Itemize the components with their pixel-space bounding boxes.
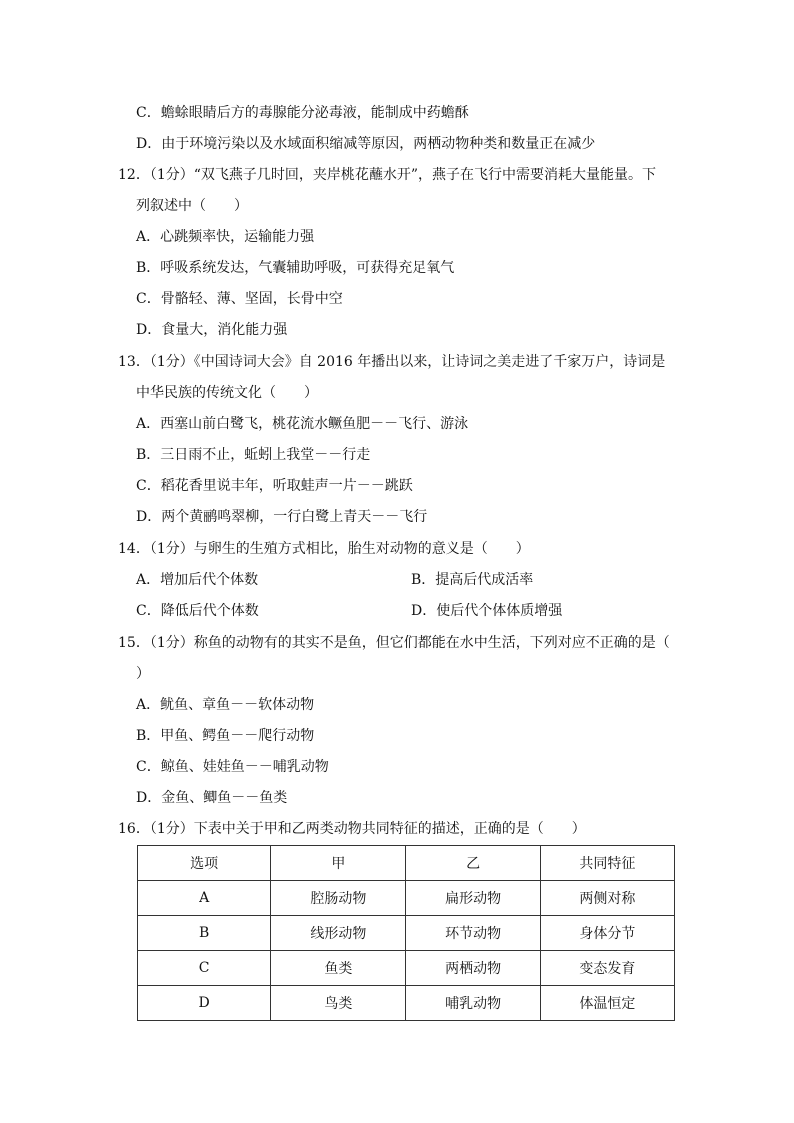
- table-cell: 线形动物: [271, 916, 406, 951]
- table-cell: D: [138, 986, 271, 1021]
- q15-option-a: A．鱿鱼、章鱼－－软体动物: [136, 697, 315, 713]
- q12-option-d: D．食量大，消化能力强: [136, 322, 288, 338]
- table-cell: 哺乳动物: [406, 986, 540, 1021]
- table-cell: 体温恒定: [540, 986, 674, 1021]
- q11-option-c: C．蟾蜍眼睛后方的毒腺能分泌毒液，能制成中药蟾酥: [136, 105, 469, 121]
- table-cell: 变态发育: [540, 951, 674, 986]
- table-header-cell: 乙: [406, 846, 540, 881]
- table-cell: 两侧对称: [540, 881, 674, 916]
- q13-stem: 13．（1分）《中国诗词大会》自 2016 年播出以来，让诗词之美走进了千家万户，诗词是: [118, 354, 666, 370]
- q16-table: [137, 845, 675, 1021]
- table-cell: 鱼类: [271, 951, 406, 986]
- table-cell: C: [138, 951, 271, 986]
- table-row: [138, 881, 675, 916]
- table-cell: B: [138, 916, 271, 951]
- table-row: [138, 951, 675, 986]
- table-row: [138, 916, 675, 951]
- table-cell: 扁形动物: [406, 881, 540, 916]
- q15-stem-cont: ）: [136, 666, 150, 682]
- q14-option-b: B．提高后代成活率: [411, 572, 534, 588]
- q14-option-d: D．使后代个体体质增强: [411, 603, 563, 619]
- q13-stem-cont: 中华民族的传统文化（ ）: [136, 385, 318, 401]
- q15-stem: 15．（1分）称鱼的动物有的其实不是鱼，但它们都能在水中生活，下列对应不正确的是（: [118, 635, 670, 651]
- q15-option-c: C．鲸鱼、娃娃鱼－－哺乳动物: [136, 759, 329, 775]
- table-header-cell: 共同特征: [540, 846, 674, 881]
- table-cell: 两栖动物: [406, 951, 540, 986]
- table-cell: A: [138, 881, 271, 916]
- table-header-row: [138, 846, 675, 881]
- q12-option-b: B．呼吸系统发达，气囊辅助呼吸，可获得充足氧气: [136, 260, 455, 276]
- q16-stem: 16．（1分）下表中关于甲和乙两类动物共同特征的描述，正确的是（ ）: [118, 821, 586, 837]
- table-cell: 环节动物: [406, 916, 540, 951]
- q12-option-a: A．心跳频率快，运输能力强: [136, 229, 315, 245]
- q14-stem: 14．（1分）与卵生的生殖方式相比，胎生对动物的意义是（ ）: [118, 541, 530, 557]
- table-header-cell: 甲: [271, 846, 406, 881]
- q13-option-b: B．三日雨不止，蚯蚓上我堂－－行走: [136, 447, 371, 463]
- q15-option-b: B．甲鱼、鳄鱼－－爬行动物: [136, 728, 315, 744]
- table-header-cell: 选项: [138, 846, 271, 881]
- q11-option-d: D．由于环境污染以及水域面积缩减等原因，两栖动物种类和数量正在减少: [136, 136, 596, 152]
- q13-option-c: C．稻花香里说丰年，听取蛙声一片－－跳跃: [136, 478, 413, 494]
- table-row: [138, 986, 675, 1021]
- q14-option-c: C．降低后代个体数: [136, 603, 259, 619]
- q13-option-a: A．西塞山前白鹭飞，桃花流水鳜鱼肥－－飞行、游泳: [136, 416, 469, 432]
- q14-option-a: A．增加后代个体数: [136, 572, 259, 588]
- q13-option-d: D．两个黄鹂鸣翠柳，一行白鹭上青天－－飞行: [136, 509, 428, 525]
- table-cell: 身体分节: [540, 916, 674, 951]
- q15-option-d: D．金鱼、鲫鱼－－鱼类: [136, 790, 288, 806]
- q12-option-c: C．骨骼轻、薄、坚固，长骨中空: [136, 291, 343, 307]
- table-cell: 腔肠动物: [271, 881, 406, 916]
- q12-stem-cont: 列叙述中（ ）: [136, 198, 248, 214]
- q12-stem: 12．（1分）“双飞燕子几时回，夹岸桃花蘸水开”，燕子在飞行中需要消耗大量能量。下: [118, 167, 657, 183]
- table-cell: 鸟类: [271, 986, 406, 1021]
